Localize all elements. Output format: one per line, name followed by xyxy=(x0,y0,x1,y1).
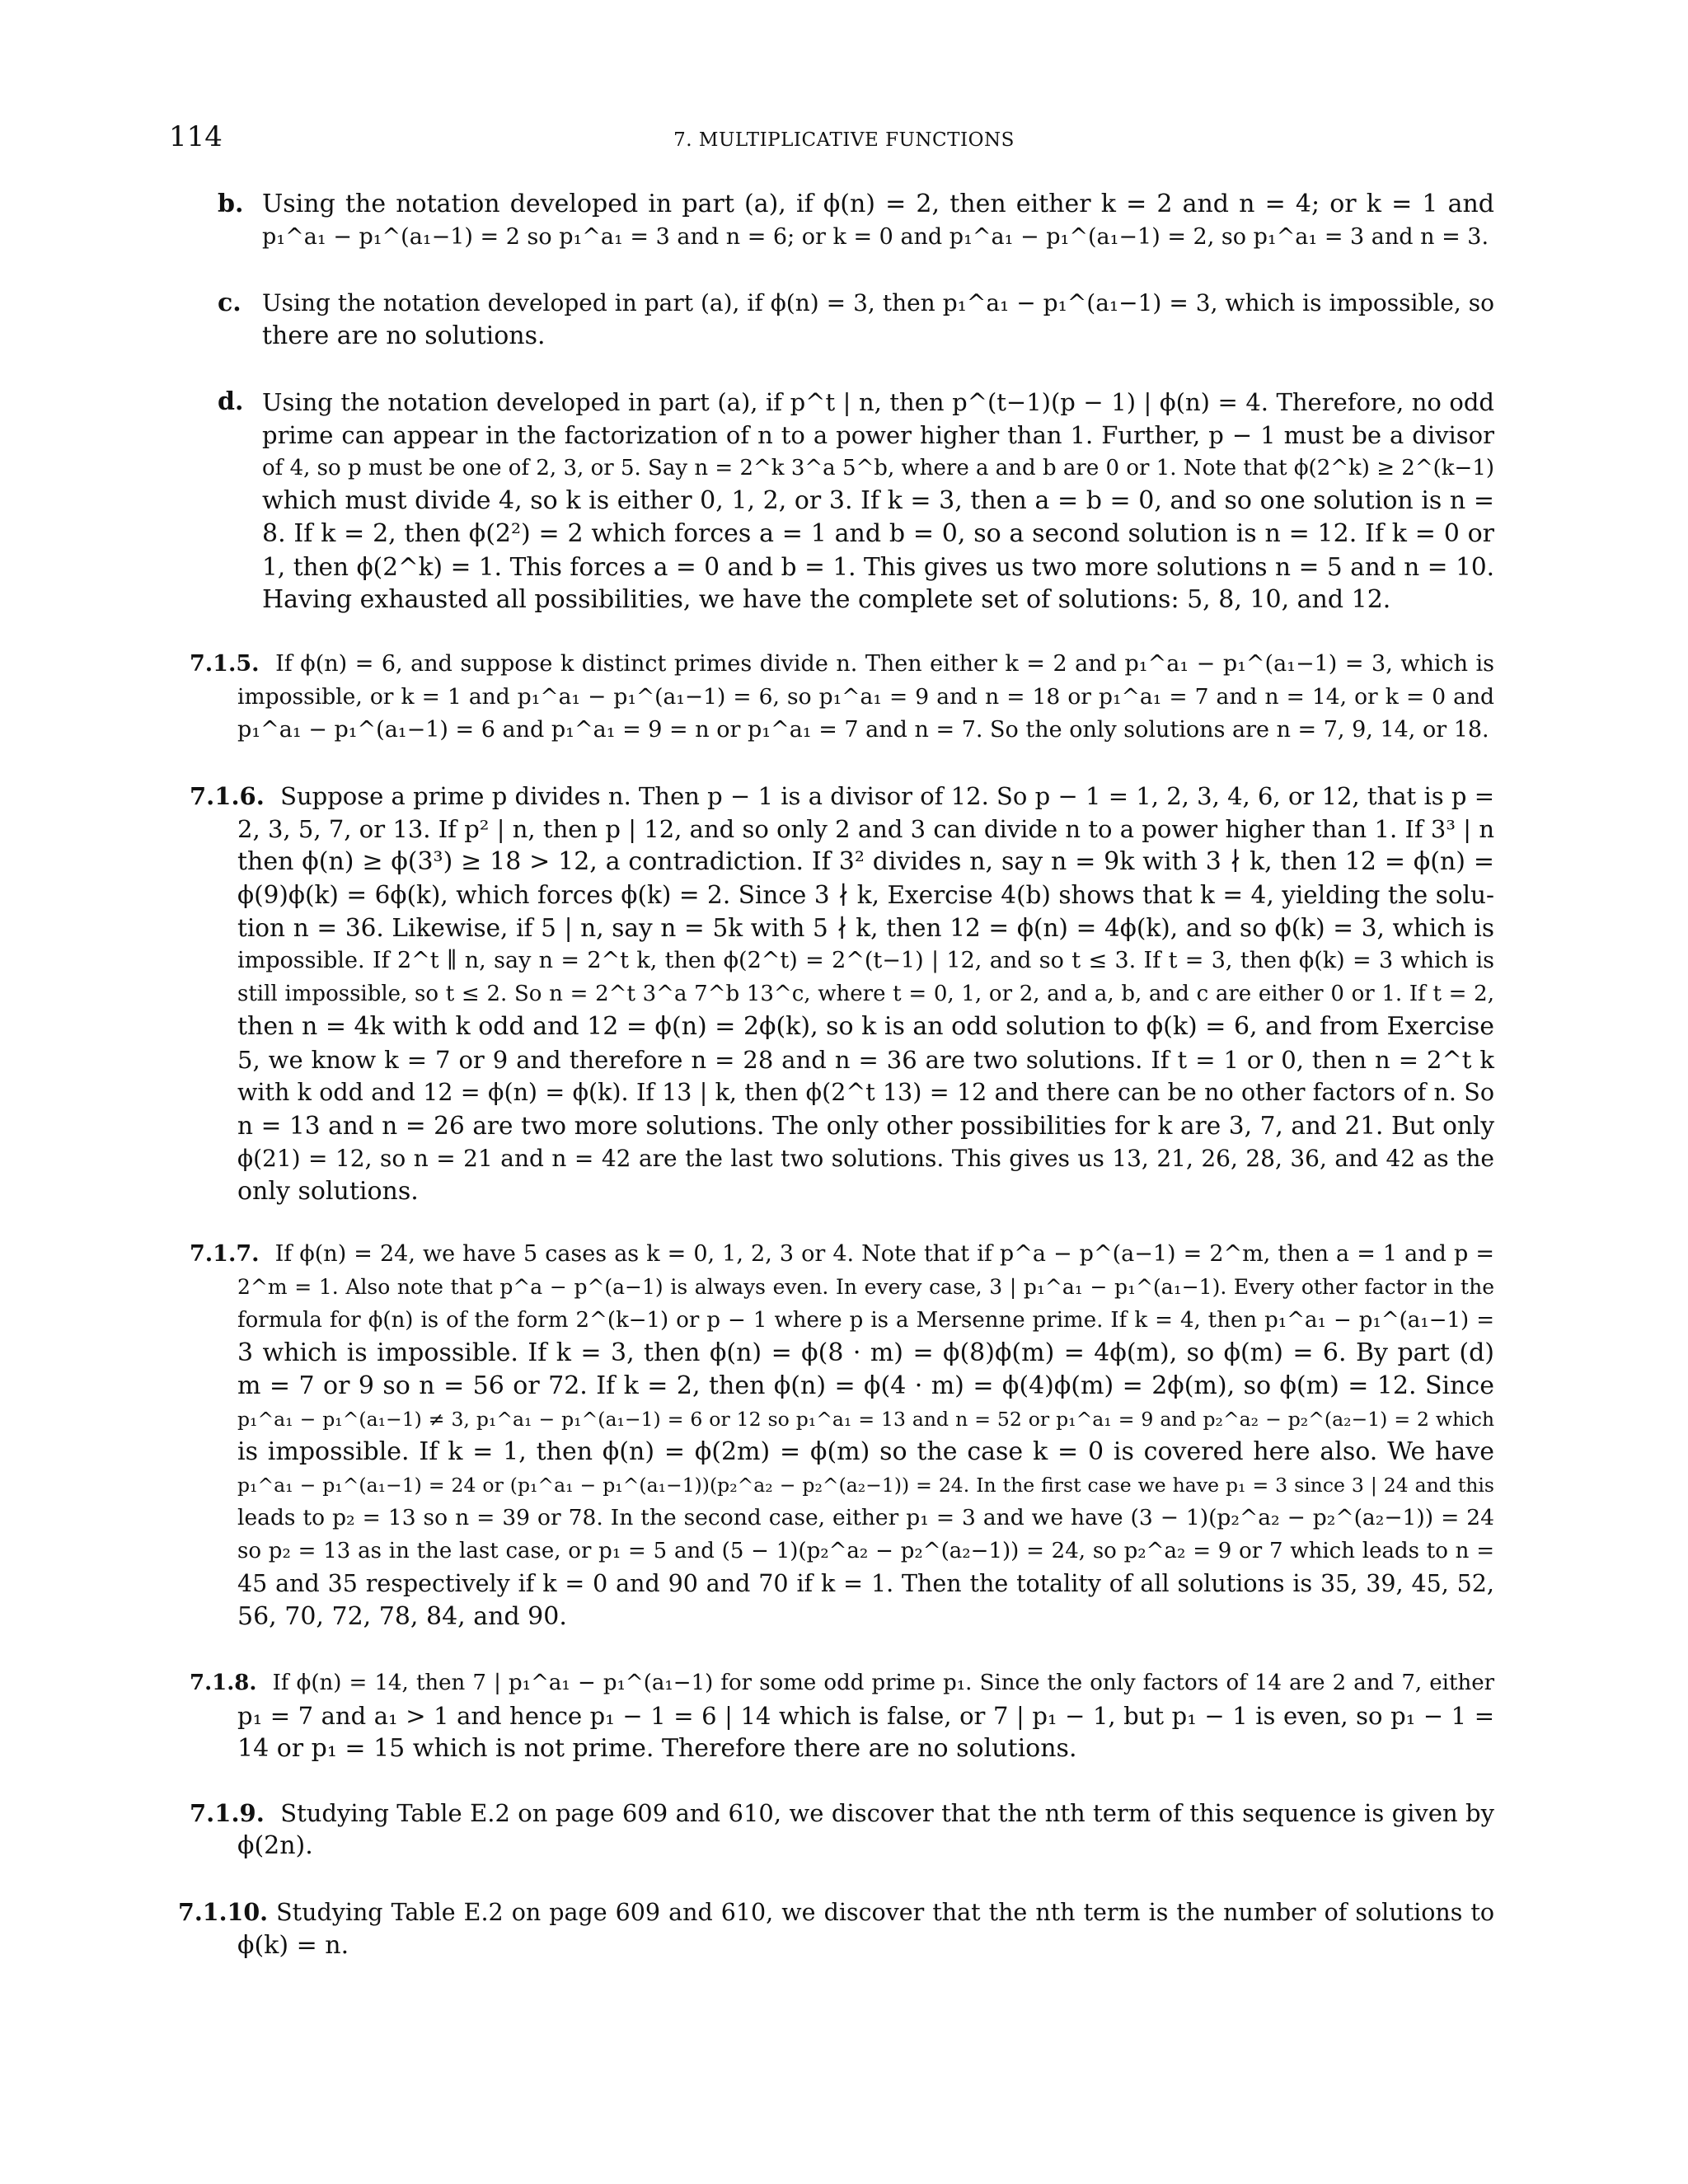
text-line: p₁^a₁ − p₁^(a₁−1) = 2 so p₁^a₁ = 3 and n = 6; or k = 0 and p₁^a₁ − p₁^(a₁−1) = 2, so p₁^a₁ = 3 and n = 3. xyxy=(262,224,1489,250)
text-line: 14 or p₁ = 15 which is not prime. Therefore there are no solutions. xyxy=(237,1734,1077,1763)
text-line: is impossible. If k = 1, then ϕ(n) = ϕ(2m) = ϕ(m) so the case k = 0 is covered here also. We have xyxy=(237,1437,1494,1466)
text-line: ϕ(k) = n. xyxy=(237,1931,349,1960)
page-number: 114 xyxy=(169,120,223,153)
text-line: ϕ(21) = 12, so n = 21 and n = 42 are the last two solutions. This gives us 13, 21, 26, 28, 36, and 42 as the xyxy=(237,1145,1494,1172)
text-line: 8. If k = 2, then ϕ(2²) = 2 which forces a = 1 and b = 0, so a second solution is n = 12. If k = 0 or xyxy=(262,519,1494,548)
exercise-7-1-6 xyxy=(190,780,1494,1208)
text-line: 2^m = 1. Also note that p^a − p^(a−1) is always even. In every case, 3 | p₁^a₁ − p₁^(a₁−1). Every other factor in the xyxy=(237,1275,1494,1299)
text-line: p₁^a₁ − p₁^(a₁−1) = 6 and p₁^a₁ = 9 = n or p₁^a₁ = 7 and n = 7. So the only solutions are n = 7, 9, 14, or 18. xyxy=(237,717,1489,743)
text-line: which must divide 4, so k is either 0, 1, 2, or 3. If k = 3, then a = b = 0, and so one solution is n = xyxy=(262,486,1494,515)
exercise-label: 7.1.7. xyxy=(190,1241,260,1267)
text-line: Studying Table E.2 on page 609 and 610, we discover that the nth term of this sequence is given by xyxy=(280,1799,1495,1827)
text-line: If ϕ(n) = 14, then 7 | p₁^a₁ − p₁^(a₁−1) for some odd prime p₁. Since the only factors of 14 are 2 and 7, either xyxy=(272,1671,1495,1695)
text-line: 45 and 35 respectively if k = 0 and 90 and 70 if k = 1. Then the totality of all solutions is 35, 39, 45, 52, xyxy=(237,1570,1494,1597)
text-line: If ϕ(n) = 6, and suppose k distinct primes divide n. Then either k = 2 and p₁^a₁ − p₁^(a₁−1) = 3, which is xyxy=(275,651,1494,677)
text-line: Using the notation developed in part (a), if p^t | n, then p^(t−1)(p − 1) | ϕ(n) = 4. Therefore, no odd xyxy=(262,388,1494,416)
text-line: ϕ(9)ϕ(k) = 6ϕ(k), which forces ϕ(k) = 2. Since 3 ∤ k, Exercise 4(b) shows that k = 4, yielding the solu- xyxy=(237,881,1494,909)
text-line: impossible, or k = 1 and p₁^a₁ − p₁^(a₁−1) = 6, so p₁^a₁ = 9 and n = 18 or p₁^a₁ = 7 and n = 14, or k = 0 and xyxy=(237,684,1494,710)
text-line: impossible. If 2^t ∥ n, say n = 2^t k, then ϕ(2^t) = 2^(t−1) | 12, and so t ≤ 3. If t = 3, then ϕ(k) = 3 which is xyxy=(237,948,1494,973)
text-line: so p₂ = 13 as in the last case, or p₁ = 5 and (5 − 1)(p₂^a₂ − p₂^(a₂−1)) = 24, so p₂^a₂ = 9 or 7 which leads to n = xyxy=(237,1539,1494,1563)
text-line: m = 7 or 9 so n = 56 or 72. If k = 2, then ϕ(n) = ϕ(4 · m) = ϕ(4)ϕ(m) = 2ϕ(m), so ϕ(m) = 12. Since xyxy=(237,1371,1494,1400)
part-label: c. xyxy=(218,288,241,317)
text-line: 1, then ϕ(2^k) = 1. This forces a = 0 and b = 1. This gives us two more solutions n = 5 and n = 10. xyxy=(262,553,1494,581)
exercise-7-1-10 xyxy=(178,1896,1494,1962)
exercise-7-1-7 xyxy=(190,1238,1494,1633)
text-line: still impossible, so t ≤ 2. So n = 2^t 3^a 7^b 13^c, where t = 0, 1, or 2, and a, b, and c are either 0 or 1. If t = 2, xyxy=(237,982,1494,1006)
exercise-7-1-5 xyxy=(190,648,1494,747)
text-line: n = 13 and n = 26 are two more solutions. The only other possibilities for k are 3, 7, and 21. But only xyxy=(237,1112,1494,1140)
text-line: Using the notation developed in part (a), if ϕ(n) = 2, then either k = 2 and n = 4; or k = 1 and xyxy=(262,190,1494,218)
text-line: Using the notation developed in part (a), if ϕ(n) = 3, then p₁^a₁ − p₁^(a₁−1) = 3, which is impossible, so xyxy=(262,289,1494,316)
text-line: 2, 3, 5, 7, or 13. If p² | n, then p | 12, and so only 2 and 3 can divide n to a power higher than 1. If 3³ | n xyxy=(237,815,1494,843)
text-line: tion n = 36. Likewise, if 5 | n, say n = 5k with 5 ∤ k, then 12 = ϕ(n) = 4ϕ(k), and so ϕ(k) = 3, which is xyxy=(237,914,1494,942)
text-line: 3 which is impossible. If k = 3, then ϕ(n) = ϕ(8 · m) = ϕ(8)ϕ(m) = 4ϕ(m), so ϕ(m) = 6. By part (d) xyxy=(237,1338,1494,1367)
part-label: b. xyxy=(218,190,244,218)
text-line: 56, 70, 72, 78, 84, and 90. xyxy=(237,1602,567,1631)
exercise-label: 7.1.10. xyxy=(178,1898,269,1926)
part-d xyxy=(218,386,1494,616)
text-line: ϕ(2n). xyxy=(237,1831,313,1860)
part-b xyxy=(218,188,1494,254)
exercise-label: 7.1.6. xyxy=(190,782,265,810)
text-line: then ϕ(n) ≥ ϕ(3³) ≥ 18 > 12, a contradiction. If 3² divides n, say n = 9k with 3 ∤ k, then 12 = ϕ(n) = xyxy=(237,847,1494,876)
text-line: Having exhausted all possibilities, we have the complete set of solutions: 5, 8, 10, and 12. xyxy=(262,585,1391,614)
exercise-7-1-8 xyxy=(190,1666,1494,1765)
text-line: p₁^a₁ − p₁^(a₁−1) = 24 or (p₁^a₁ − p₁^(a₁−1))(p₂^a₂ − p₂^(a₂−1)) = 24. In the first case we have p₁ = 3 since 3 | 24 and this xyxy=(237,1474,1494,1497)
text-line: only solutions. xyxy=(237,1177,419,1206)
part-label: d. xyxy=(218,387,244,416)
text-line: prime can appear in the factorization of n to a power higher than 1. Further, p − 1 must be a divisor xyxy=(262,421,1494,449)
text-line: of 4, so p must be one of 2, 3, or 5. Say n = 2^k 3^a 5^b, where a and b are 0 or 1. Note that ϕ(2^k) ≥ 2^(k−1) xyxy=(262,456,1494,480)
text-line: formula for ϕ(n) is of the form 2^(k−1) or p − 1 where p is a Mersenne prime. If k = 4, then p₁^a₁ − p₁^(a₁−1) = xyxy=(237,1308,1494,1333)
text-line: Studying Table E.2 on page 609 and 610, we discover that the nth term is the number of solutions to xyxy=(276,1899,1495,1926)
text-line: If ϕ(n) = 24, we have 5 cases as k = 0, 1, 2, 3 or 4. Note that if p^a − p^(a−1) = 2^m, then a = 1 and p = xyxy=(274,1241,1494,1267)
exercise-label: 7.1.9. xyxy=(190,1799,265,1827)
text-line: leads to p₂ = 13 so n = 39 or 78. In the second case, either p₁ = 3 and we have (3 − 1)(p₂^a₂ − p₂^(a₂−1)) = 24 xyxy=(237,1505,1494,1530)
text-line: then n = 4k with k odd and 12 = ϕ(n) = 2ϕ(k), so k is an odd solution to ϕ(k) = 6, and from Exercise xyxy=(237,1012,1495,1041)
text-line: Suppose a prime p divides n. Then p − 1 is a divisor of 12. So p − 1 = 1, 2, 3, 4, 6, or 12, that is p = xyxy=(280,782,1494,810)
text-line: p₁^a₁ − p₁^(a₁−1) ≠ 3, p₁^a₁ − p₁^(a₁−1) = 6 or 12 so p₁^a₁ = 13 and n = 52 or p₁^a₁ = 9 and p₂^a₂ − p₂^(a₂−1) = 2 which xyxy=(237,1408,1494,1431)
exercise-7-1-9 xyxy=(190,1797,1494,1863)
text-line: p₁ = 7 and a₁ > 1 and hence p₁ − 1 = 6 | 14 which is false, or 7 | p₁ − 1, but p₁ − 1 is even, so p₁ − 1 = xyxy=(237,1702,1494,1730)
exercise-label: 7.1.8. xyxy=(190,1671,257,1695)
exercise-label: 7.1.5. xyxy=(190,651,260,677)
text-line: with k odd and 12 = ϕ(n) = ϕ(k). If 13 | k, then ϕ(2^t 13) = 12 and there can be no other factors of n. So xyxy=(237,1079,1494,1106)
text-line: 5, we know k = 7 or 9 and therefore n = 28 and n = 36 are two solutions. If t = 1 or 0, then n = 2^t k xyxy=(237,1046,1494,1074)
running-head: 7. MULTIPLICATIVE FUNCTIONS xyxy=(673,129,1015,151)
text-line: there are no solutions. xyxy=(262,321,546,350)
part-c xyxy=(218,287,1494,353)
